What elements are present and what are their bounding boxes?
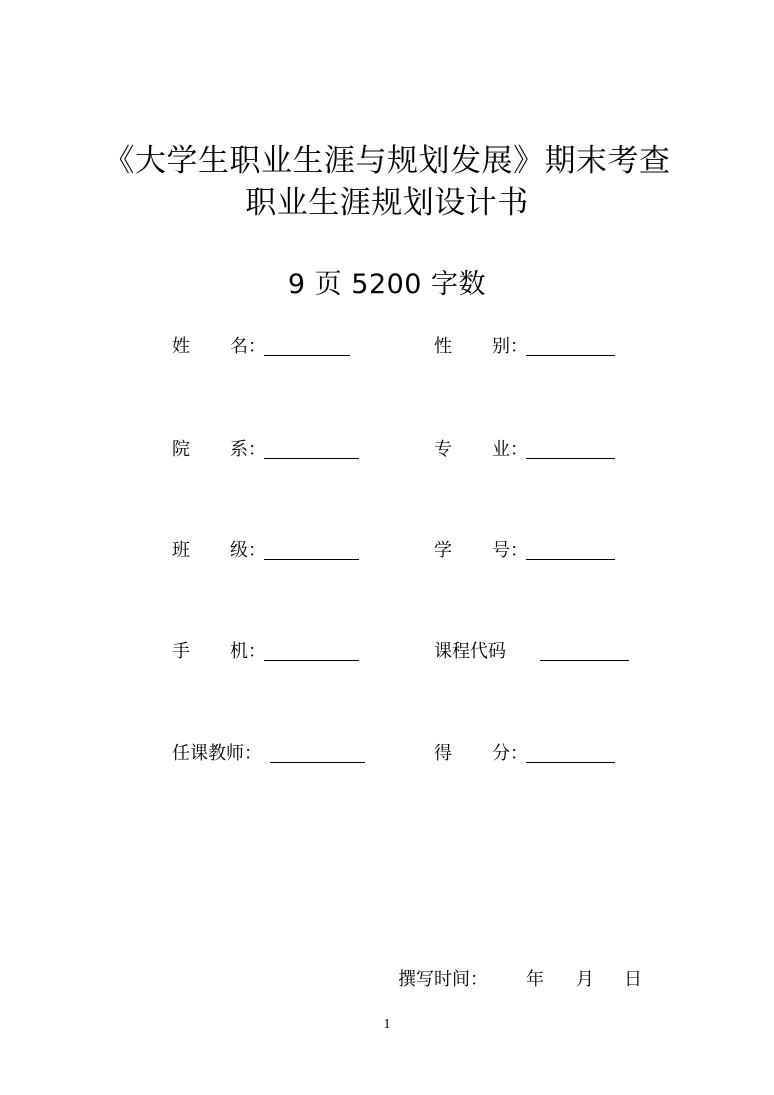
day-label: 日 bbox=[624, 969, 642, 990]
major-field: 专 业 ： bbox=[434, 435, 615, 461]
department-blank[interactable] bbox=[264, 438, 359, 459]
phone-field: 手 机 ： bbox=[172, 637, 359, 663]
student-id-field: 学 号 ： bbox=[434, 536, 615, 562]
document-title: 《大学生职业生涯与规划发展》期末考查 bbox=[103, 143, 671, 179]
class-field: 班 级 ： bbox=[172, 536, 359, 562]
document-subtitle: 职业生涯规划设计书 bbox=[245, 185, 529, 221]
written-time-label: 撰写时间： bbox=[398, 969, 488, 990]
name-field: 姓 名 ： bbox=[172, 332, 350, 358]
gender-blank[interactable] bbox=[526, 335, 615, 356]
course-code-blank[interactable] bbox=[540, 640, 629, 661]
class-blank[interactable] bbox=[264, 539, 359, 560]
page-number: 1 bbox=[383, 1017, 391, 1032]
year-label: 年 bbox=[526, 969, 544, 990]
page-word-count: 9 页 5200 字数 bbox=[287, 269, 487, 300]
gender-field: 性 别 ： bbox=[434, 332, 615, 358]
department-field: 院 系 ： bbox=[172, 435, 359, 461]
course-code-field bbox=[434, 637, 629, 663]
month-label: 月 bbox=[576, 969, 594, 990]
teacher-blank[interactable] bbox=[270, 742, 365, 763]
score-blank[interactable] bbox=[526, 742, 615, 763]
student-id-blank[interactable] bbox=[526, 539, 615, 560]
teacher-label: 任课教师： bbox=[172, 743, 262, 764]
major-blank[interactable] bbox=[526, 438, 615, 459]
name-blank[interactable] bbox=[264, 335, 350, 356]
phone-blank[interactable] bbox=[264, 640, 359, 661]
score-field: 得 分 ： bbox=[434, 739, 615, 765]
teacher-field bbox=[172, 739, 365, 765]
course-code-label: 课程代码 bbox=[434, 641, 506, 662]
